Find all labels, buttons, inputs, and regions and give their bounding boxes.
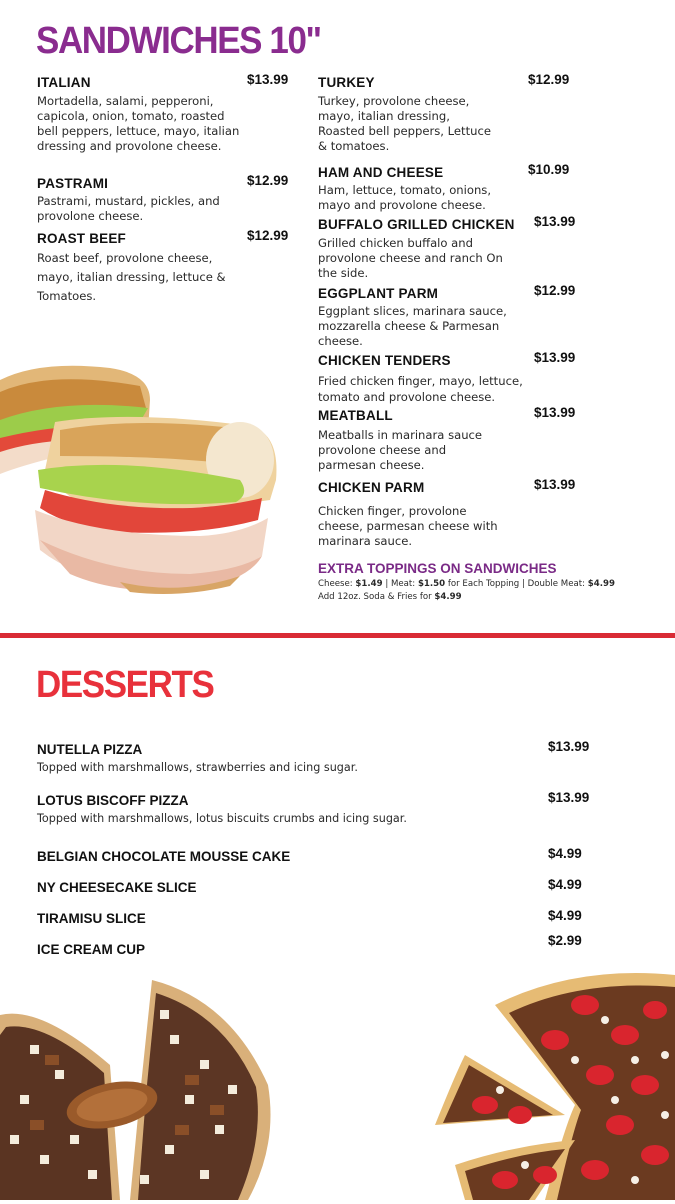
item-description: Turkey, provolone cheese, mayo, italian dressing, Roasted bell peppers, Lettuce & tomatoes. [318,94,491,153]
item-name: CHICKEN PARM [318,480,425,495]
meat-label: Meat: [390,579,418,589]
item-name: MEATBALL [318,408,393,423]
lotus-biscoff-pizza-photo [0,975,280,1200]
menu-item-roast-beef [37,228,297,306]
item-price: $13.99 [534,214,576,229]
item-price: $12.99 [247,173,289,188]
item-description: Topped with marshmallows, strawberries and icing sugar. [37,761,358,774]
dessert-item-lotus-biscoff-pizza [37,790,597,825]
dessert-item-tiramisu-slice [37,908,597,927]
item-price: $13.99 [548,790,590,805]
section-divider [0,633,675,638]
cheese-price: $1.49 [355,579,383,589]
menu-item-ham-and-cheese [318,162,588,213]
item-price: $13.99 [534,477,576,492]
item-price: $12.99 [528,72,570,87]
item-description: Ham, lettuce, tomato, onions, mayo and provolone cheese. [318,183,492,212]
item-name: LOTUS BISCOFF PIZZA [37,793,189,808]
item-price: $2.99 [548,933,582,948]
combo-offer [318,591,658,604]
item-description: Eggplant slices, marinara sauce, mozzarella cheese & Parmesan cheese. [318,304,507,348]
item-description: Chicken finger, provolone cheese, parmesan cheese with marinara sauce. [318,504,498,548]
item-description: Mortadella, salami, pepperoni, capicola, onion, tomato, roasted bell peppers, lettuce, mayo, italian dressing and provolone cheese. [37,94,240,153]
menu-item-chicken-tenders [318,350,588,405]
item-name: TIRAMISU SLICE [37,911,146,926]
item-description: Topped with marshmallows, lotus biscuits crumbs and icing sugar. [37,812,407,825]
menu-item-eggplant-parm [318,283,588,349]
dessert-item-nutella-pizza [37,739,597,774]
extra-toppings-title: EXTRA TOPPINGS ON SANDWICHES [318,561,557,576]
meat-suffix: for Each Topping [445,579,520,589]
item-name: ICE CREAM CUP [37,942,146,957]
item-description: Fried chicken finger, mayo, lettuce, tomato and provolone cheese. [318,374,523,404]
menu-item-turkey [318,72,588,154]
sandwich-photo [0,360,290,595]
item-name: ITALIAN [37,75,91,90]
desserts-title: DESSERTS [36,664,214,706]
item-description: Roast beef, provolone cheese, mayo, italian dressing, lettuce & Tomatoes. [37,251,226,303]
item-name: NUTELLA PIZZA [37,742,143,757]
dessert-item-belgian-chocolate-mousse-cake [37,846,597,865]
item-price: $10.99 [528,162,570,177]
item-price: $13.99 [247,72,289,87]
item-name: ROAST BEEF [37,231,127,246]
item-name: BUFFALO GRILLED CHICKEN [318,217,515,232]
menu-item-pastrami [37,173,297,224]
meat-price: $1.50 [417,579,446,589]
nutella-strawberry-pizza-photo [425,965,675,1200]
item-name: NY CHEESECAKE SLICE [37,880,197,895]
dessert-item-ny-cheesecake-slice [37,877,597,896]
item-name: EGGPLANT PARM [318,286,439,301]
double-meat-price: $4.99 [587,579,615,589]
item-price: $4.99 [548,846,582,861]
item-name: TURKEY [318,75,375,90]
item-description: Grilled chicken buffalo and provolone cheese and ranch On the side. [318,236,503,280]
separator: | [519,579,528,589]
item-price: $4.99 [548,877,582,892]
item-name: PASTRAMI [37,176,109,191]
extra-toppings-prices [318,578,658,591]
double-meat-label: Double Meat: [527,579,588,589]
item-name: CHICKEN TENDERS [318,353,451,368]
separator: | [382,579,391,589]
item-price: $12.99 [247,228,289,243]
extra-toppings [318,561,658,604]
menu-item-buffalo-grilled-chicken [318,214,588,281]
dessert-item-ice-cream-cup [37,933,597,958]
item-description: Meatballs in marinara sauce provolone cheese and parmesan cheese. [318,428,483,472]
item-price: $4.99 [548,908,582,923]
item-name: HAM AND CHEESE [318,165,444,180]
item-price: $12.99 [534,283,576,298]
item-price: $13.99 [534,405,576,420]
menu-item-chicken-parm [318,477,588,549]
cheese-label: Cheese: [318,579,356,589]
combo-text: Add 12oz. Soda & Fries for [318,592,435,602]
menu-item-italian [37,72,297,154]
item-name: BELGIAN CHOCOLATE MOUSSE CAKE [37,849,291,864]
menu-item-meatball [318,405,588,473]
item-price: $13.99 [534,350,576,365]
item-description: Pastrami, mustard, pickles, and provolone cheese. [37,194,220,223]
sandwiches-title: SANDWICHES 10" [36,20,321,62]
combo-price: $4.99 [434,592,462,602]
item-price: $13.99 [548,739,590,754]
